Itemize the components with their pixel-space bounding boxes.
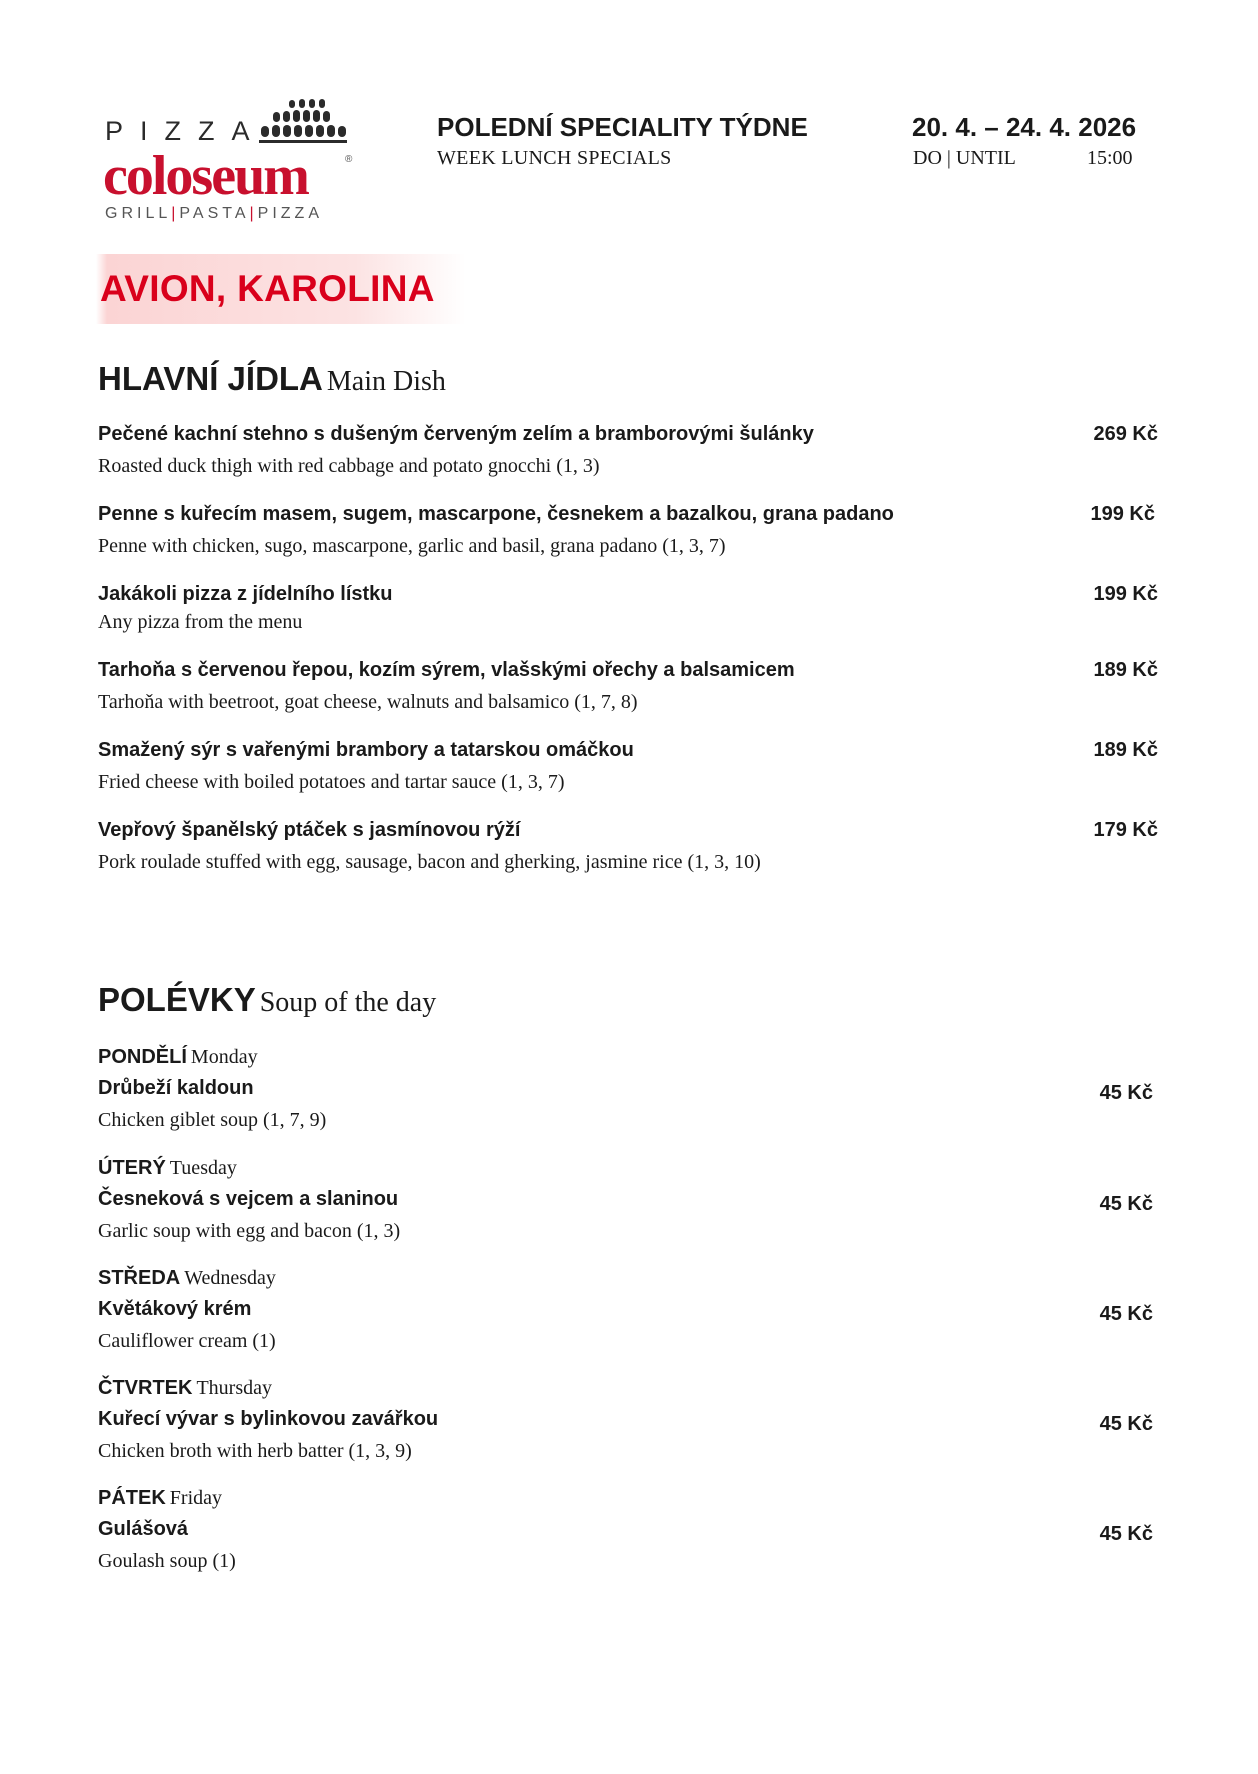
soup-item <box>98 1377 1158 1463</box>
main-dish-item <box>98 739 1158 794</box>
soup-item <box>98 1157 1158 1243</box>
soup-name: Květákový krém <box>98 1298 252 1320</box>
dish-price: 189 Kč <box>1093 659 1158 681</box>
main-dish-item <box>98 503 1158 558</box>
soup-name: Drůbeží kaldoun <box>98 1077 254 1099</box>
day-en: Friday <box>169 1487 223 1509</box>
soup-day <box>98 1267 1158 1290</box>
dish-description: Penne with chicken, sugo, mascarpone, garlic and basil, grana padano (1, 3, 7) <box>98 535 726 557</box>
dish-description: Any pizza from the menu <box>98 611 303 633</box>
soup-item <box>98 1267 1158 1353</box>
day-en: Tuesday <box>169 1157 237 1179</box>
soup-day <box>98 1046 1158 1069</box>
dish-description: Roasted duck thigh with red cabbage and potato gnocchi (1, 3) <box>98 455 600 477</box>
date-range: 20. 4. – 24. 4. 2026 <box>912 112 1137 142</box>
dish-price: 179 Kč <box>1093 819 1158 841</box>
page-title: POLEDNÍ SPECIALITY TÝDNE <box>437 112 808 142</box>
main-dish-item <box>98 659 1158 714</box>
logo-brand-name: coloseum <box>103 145 308 207</box>
main-dish-item <box>98 423 1158 478</box>
logo-tagline: GRILL|PASTA|PIZZA <box>105 205 323 222</box>
soup-item <box>98 1046 1158 1132</box>
until-time: 15:00 <box>1087 147 1133 169</box>
soup-price: 45 Kč <box>1099 1303 1153 1325</box>
soup-description: Chicken broth with herb batter (1, 3, 9) <box>98 1440 412 1462</box>
tagline-grill: GRILL <box>105 205 172 222</box>
main-dish-item <box>98 583 1158 634</box>
day-cz: STŘEDA <box>98 1267 181 1289</box>
soup-name: Česneková s vejcem a slaninou <box>98 1188 399 1210</box>
soup-price: 45 Kč <box>1099 1193 1153 1215</box>
soup-description: Chicken giblet soup (1, 7, 9) <box>98 1109 327 1131</box>
soup-name: Kuřecí vývar s bylinkovou zavářkou <box>98 1408 439 1430</box>
soup-item <box>98 1487 1158 1573</box>
day-en: Thursday <box>196 1377 272 1399</box>
dish-price: 269 Kč <box>1093 423 1158 445</box>
dish-description: Fried cheese with boiled potatoes and tartar sauce (1, 3, 7) <box>98 771 565 793</box>
soup-price: 45 Kč <box>1099 1082 1153 1104</box>
page-subtitle: WEEK LUNCH SPECIALS <box>437 147 672 169</box>
soup-name: Gulášová <box>98 1518 189 1540</box>
tagline-pasta: PASTA <box>179 205 250 222</box>
dish-name: Penne s kuřecím masem, sugem, mascarpone, česnekem a bazalkou, grana padano <box>98 503 894 525</box>
soup-description: Goulash soup (1) <box>98 1550 236 1572</box>
soup-price: 45 Kč <box>1099 1523 1153 1545</box>
dish-price: 189 Kč <box>1093 739 1158 761</box>
soup-day <box>98 1487 1158 1510</box>
dish-price: 199 Kč <box>1090 503 1155 525</box>
soup-day <box>98 1377 1158 1400</box>
main-dish-item <box>98 819 1158 874</box>
main-dish-title-en: Main Dish <box>326 366 446 397</box>
day-cz: ČTVRTEK <box>98 1377 193 1399</box>
dish-name: Vepřový španělský ptáček s jasmínovou rýží <box>98 819 521 841</box>
dish-description: Pork roulade stuffed with egg, sausage, bacon and gherking, jasmine rice (1, 3, 10) <box>98 851 761 873</box>
until-label: DO | UNTIL <box>913 147 1016 169</box>
soup-description: Cauliflower cream (1) <box>98 1330 276 1352</box>
location-banner <box>96 254 466 324</box>
dish-name: Tarhoňa s červenou řepou, kozím sýrem, vlašskými ořechy a balsamicem <box>98 659 795 681</box>
day-cz: PONDĚLÍ <box>98 1046 187 1068</box>
location-name: AVION, KAROLINA <box>100 268 435 309</box>
soup-day <box>98 1157 1158 1180</box>
day-en: Monday <box>190 1046 258 1068</box>
logo-registered-mark: ® <box>345 154 353 165</box>
dish-name: Smažený sýr s vařenými brambory a tatarskou omáčkou <box>98 739 634 761</box>
soup-title-cz: POLÉVKY <box>98 981 256 1018</box>
dish-price: 199 Kč <box>1093 583 1158 605</box>
day-cz: PÁTEK <box>98 1487 166 1509</box>
dish-name: Jakákoli pizza z jídelního lístku <box>98 583 393 605</box>
dish-name: Pečené kachní stehno s dušeným červeným zelím a bramborovými šulánky <box>98 423 814 445</box>
soup-title-en: Soup of the day <box>259 987 437 1018</box>
main-dish-title-cz: HLAVNÍ JÍDLA <box>98 360 323 397</box>
soup-description: Garlic soup with egg and bacon (1, 3) <box>98 1220 401 1242</box>
day-en: Wednesday <box>184 1267 276 1289</box>
soup-price: 45 Kč <box>1099 1413 1153 1435</box>
main-dish-heading <box>98 360 446 398</box>
dish-description: Tarhoňa with beetroot, goat cheese, walnuts and balsamico (1, 7, 8) <box>98 691 638 713</box>
brand-logo <box>103 92 373 232</box>
logo-pizza-text: PIZZA <box>105 116 267 146</box>
soup-heading <box>98 981 436 1019</box>
tagline-pizza: PIZZA <box>257 205 323 222</box>
day-cz: ÚTERÝ <box>98 1157 166 1179</box>
